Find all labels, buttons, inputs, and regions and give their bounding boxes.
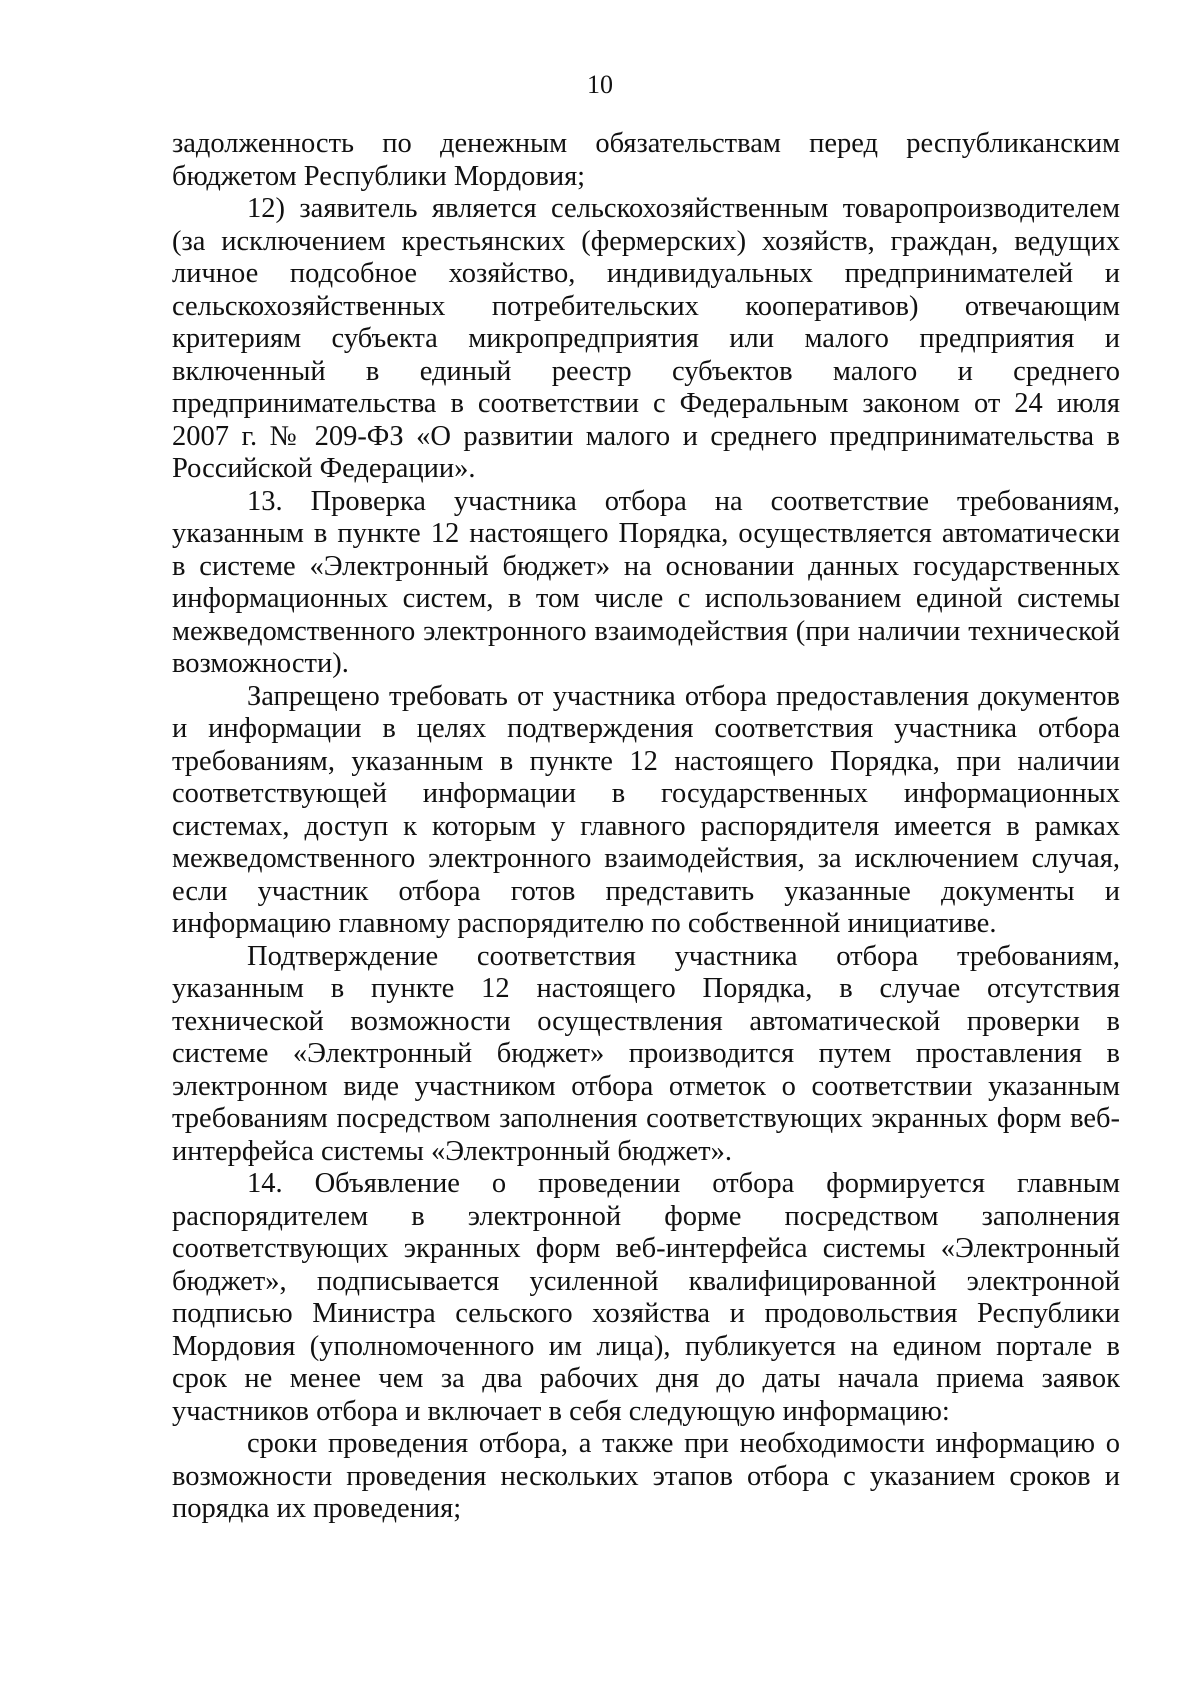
paragraph-document-request-prohibition: Запрещено требовать от участника отбора предоставления документов и информации в целях подтверждения соответствия участника отбора требованиям, указанным в пункте 12 настоящего Порядка, при наличии соответствующей информации в государственных информационных системах, доступ к которым у главного распорядителя имеется в рамках межведомственного электронного взаимодействия, за исключением случая, если участник отбора готов представить указанные документы и информацию главному распорядителю по собственной инициативе. bbox=[172, 680, 1120, 939]
page-number: 10 bbox=[587, 70, 613, 99]
document-body bbox=[172, 128, 1120, 1526]
paragraph-debt-to-budget: задолженность по денежным обязательствам перед республиканским бюджетом Республики Мордовия; bbox=[172, 128, 1120, 192]
paragraph-selection-terms: сроки проведения отбора, а также при необходимости информацию о возможности проведения нескольких этапов отбора с указанием сроков и порядка их проведения; bbox=[172, 1428, 1120, 1524]
paragraph-item-13: 13. Проверка участника отбора на соответствие требованиям, указанным в пункте 12 настоящего Порядка, осуществляется автоматически в системе «Электронный бюджет» на основании данных государственных информационных систем, в том числе с использованием единой системы межведомственного электронного взаимодействия (при наличии технической возможности). bbox=[172, 485, 1120, 679]
paragraph-compliance-confirmation: Подтверждение соответствия участника отбора требованиям, указанным в пункте 12 настоящего Порядка, в случае отсутствия технической возможности осуществления автоматической проверки в системе «Электронный бюджет» производится путем проставления в электронном виде участником отбора отметок о соответствии указанным требованиям посредством заполнения соответствующих экранных форм веб-интерфейса системы «Электронный бюджет». bbox=[172, 940, 1120, 1167]
paragraph-item-12: 12) заявитель является сельскохозяйственным товаропроизводителем (за исключением крестьянских (фермерских) хозяйств, граждан, ведущих личное подсобное хозяйство, индивидуальных предпринимателей и сельскохозяйственных потребительских кооперативов) отвечающим критериям субъекта микропредприятия или малого предприятия и включенный в единый реестр субъектов малого и среднего предпринимательства в соответствии с Федеральным законом от 24 июля 2007 г. № 209-ФЗ «О развитии малого и среднего предпринимательства в Российской Федерации». bbox=[172, 193, 1120, 484]
paragraph-item-14: 14. Объявление о проведении отбора формируется главным распорядителем в электронной форме посредством заполнения соответствующих экранных форм веб-интерфейса системы «Электронный бюджет», подписывается усиленной квалифицированной электронной подписью Министра сельского хозяйства и продовольствия Республики Мордовия (уполномоченного им лица), публикуется на едином портале в срок не менее чем за два рабочих дня до даты начала приема заявок участников отбора и включает в себя следующую информацию: bbox=[172, 1168, 1120, 1427]
